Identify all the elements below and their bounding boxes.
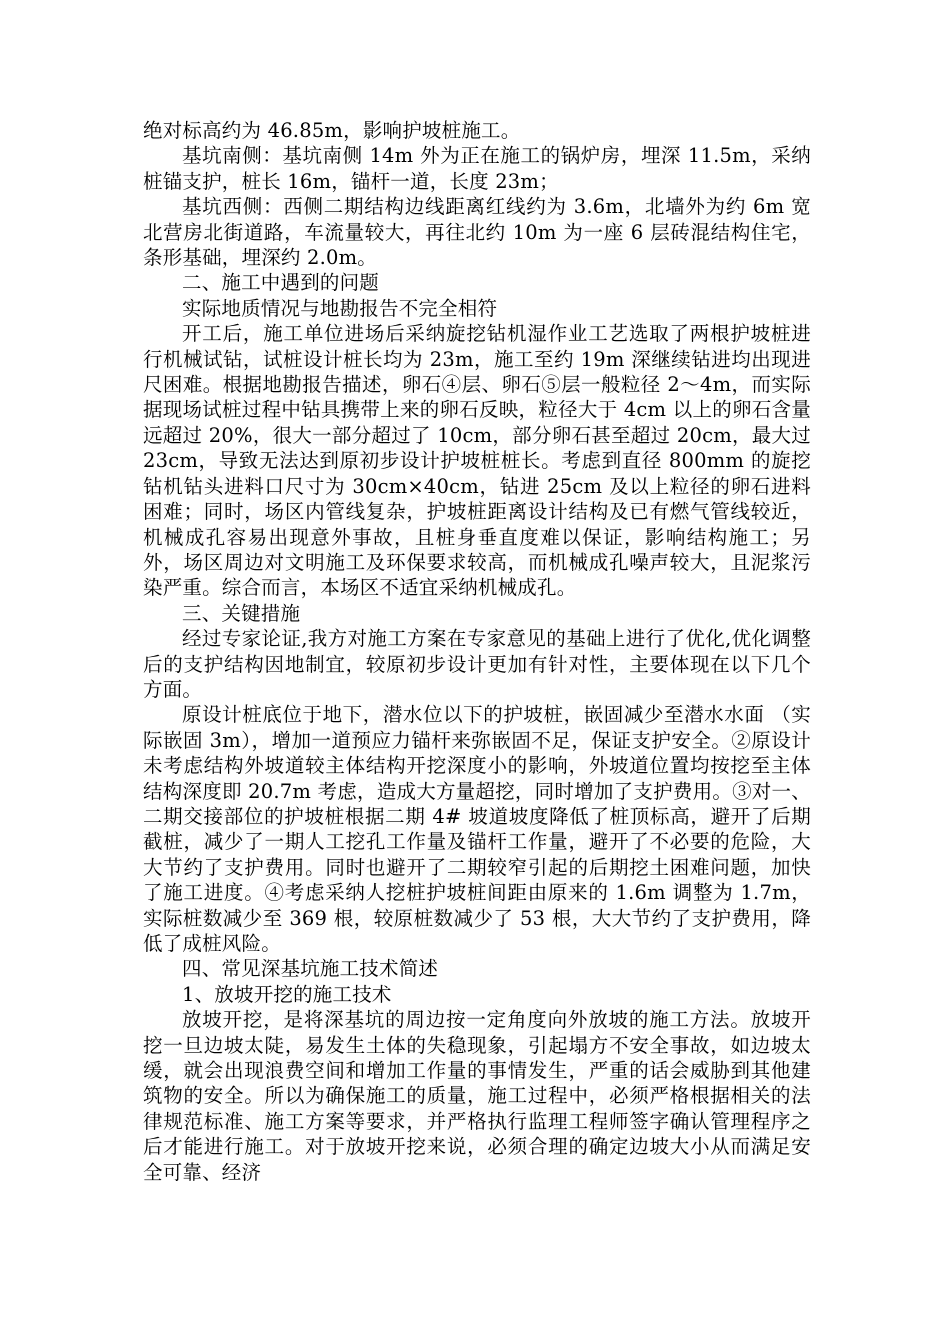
paragraph-8: 经过专家论证,我方对施工方案在专家意见的基础上进行了优化,优化调整后的支护结构因地制宜，较原初步设计更加有针对性，主要体现在以下几个方面。 [143,627,811,701]
paragraph-3: 基坑西侧：西侧二期结构边线距离红线约为 3.6m，北墙外为约 6m 宽北营房北街道路，车流量较大，再往北约 10m 为一座 6 层砖混结构住宅，条形基础，埋深约 2.0m。 [143,195,811,270]
subheading-slope-excavation: 1、放坡开挖的施工技术 [182,982,392,1006]
section-heading-4: 四、常见深基坑施工技术简述 [182,957,439,981]
section-heading-3: 三、关键措施 [182,601,301,625]
paragraph-12: 放坡开挖，是将深基坑的周边按一定角度向外放坡的施工方法。放坡开挖一旦边坡太陡，易发生土体的失稳现象，引起塌方不安全事故，如边坡太缓，就会出现浪费空间和增加工作量的事情发生，严重的话会威胁到其他建筑物的安全。所以为确保施工的质量，施工过程中，必须严格根据相关的法律规范标准、施工方案等要求，并严格执行监理工程师签字确认管理程序之后才能进行施工。对于放坡开挖来说，必须合理的确定边坡大小从而满足安全可靠、经济 [143,1008,811,1184]
subheading-geology: 实际地质情况与地勘报告不完全相符 [182,296,498,320]
paragraph-6: 开工后，施工单位进场后采纳旋挖钻机湿作业工艺选取了两根护坡桩进行机械试钻，试桩设计桩长均为 23m，施工至约 19m 深继续钻进均出现进尺困难。根据地勘报告描述，卵石④层、卵石⑤层一般粒径 2～4m，而实际据现场试桩过程中钻具携带上来的卵石反映，粒径大于 4cm 以上的卵石含量远超过 20%，很大一部分超过了 10cm，部分卵石甚至超过 20cm，最大过 23cm，导致无法达到原初步设计护坡桩桩长。考虑到直径 800mm 的旋挖钻机钻头进料口尺寸为 30cm×40cm，钻进 25cm 及以上粒径的卵石进料困难；同时，场区内管线复杂，护坡桩距离设计结构及已有燃气管线较近，机械成孔容易出现意外事故，且桩身垂直度难以保证，影响结构施工；另外，场区周边对文明施工及环保要求较高，而机械成孔噪声较大，且泥浆污染严重。综合而言，本场区不适宜采纳机械成孔。 [143,322,811,600]
paragraph-1: 绝对标高约为 46.85m，影响护坡桩施工。 [143,119,521,142]
document-page [143,118,811,1185]
section-heading-2: 二、施工中遇到的问题 [182,271,380,295]
paragraph-9: 原设计桩底位于地下，潜水位以下的护坡桩，嵌固减少至潜水水面 （实际嵌固 3m），增加一道预应力锚杆来弥嵌固不足，保证支护安全。②原设计未考虑结构外坡道较主体结构开挖深度小的影响，外坡道位置均按挖至主体结构深度即 20.7m 考虑，造成大方量超挖，同时增加了支护费用。③对一、二期交接部位的护坡桩根据二期 4# 坡道坡度降低了桩顶标高，避开了后期截桩，减少了一期人工挖孔工作量及锚杆工作量，避开了不必要的危险，大大节约了支护费用。同时也避开了二期较窄引起的后期挖土困难问题，加快了施工进度。④考虑采纳人挖桩护坡桩间距由原来的 1.6m 调整为 1.7m，实际桩数减少至 369 根，较原桩数减少了 53 根，大大节约了支护费用，降低了成桩风险。 [143,703,811,955]
paragraph-2: 基坑南侧：基坑南侧 14m 外为正在施工的锅炉房，埋深 11.5m，采纳桩锚支护，桩长 16m，锚杆一道，长度 23m； [143,144,811,193]
